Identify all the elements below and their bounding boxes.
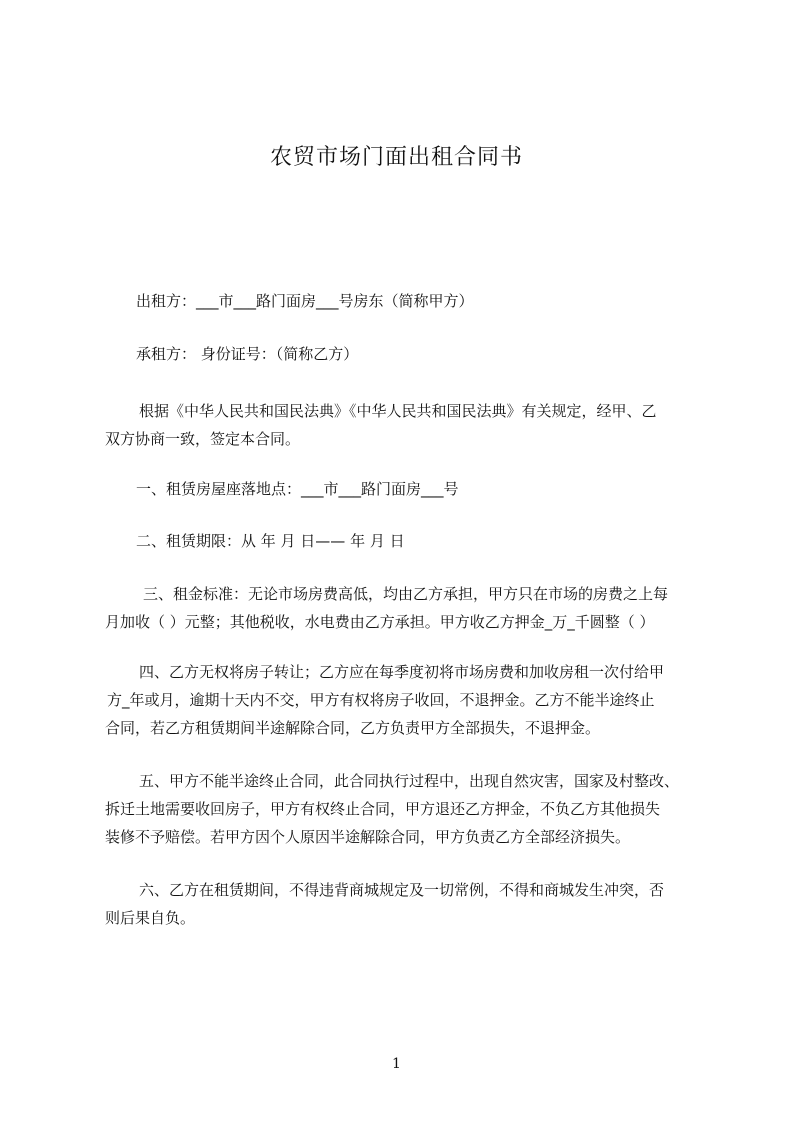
- document-title: 农贸市场门面出租合同书: [269, 145, 523, 170]
- clause-4-line: 方_年或月，逾期十天内不交，甲方有权将房子收回，不退押金。乙方不能半途终止: [107, 691, 655, 709]
- clause-6: [105, 876, 705, 932]
- clause-5-line: 拆迁土地需要收回房子，甲方有权终止合同，甲方退还乙方押金，不负乙方其他损失: [105, 800, 661, 818]
- lessor-line: [136, 287, 736, 315]
- clause-2: [136, 527, 736, 555]
- clause-4: [105, 658, 705, 742]
- clause-2-text: 二、租赁期限：从 年 月 日—— 年 月 日: [136, 532, 405, 550]
- clause-4-line: 合同，若乙方租赁期间半途解除合同，乙方负责甲方全部损失，不退押金。: [105, 719, 601, 737]
- preamble-paragraph: [105, 397, 705, 453]
- clause-3: [105, 580, 705, 636]
- clause-1: [136, 475, 736, 503]
- clause-5: [105, 767, 705, 851]
- lessee-text: 承租方： 身份证号：（简称乙方）: [136, 345, 359, 363]
- preamble-line: 双方协商一致，签定本合同。: [105, 430, 301, 448]
- preamble-line: 根据《中华人民共和国民法典》《中华人民共和国民法典》有关规定，经甲、乙: [139, 402, 657, 420]
- clause-3-line: 三、租金标准：无论市场房费高低，均由乙方承担，甲方只在市场的房费之上每: [143, 585, 669, 603]
- page-number: 1: [392, 1056, 401, 1072]
- clause-1-text: 一、租赁房屋座落地点：___市___路门面房___号: [136, 480, 459, 498]
- clause-5-line: 五、甲方不能半途终止合同，此合同执行过程中，出现自然灾害，国家及村整改、: [139, 772, 680, 790]
- clause-3-line: 月加收（ ）元整；其他税收，水电费由乙方承担。甲方收乙方押金_万_千圆整（ ）: [105, 613, 655, 631]
- clause-6-line: 六、乙方在租赁期间，不得违背商城规定及一切常例，不得和商城发生冲突，否: [139, 881, 665, 899]
- clause-5-line: 装修不予赔偿。若甲方因个人原因半途解除合同，甲方负责乙方全部经济损失。: [105, 828, 631, 846]
- lessor-text: 出租方：___市___路门面房___号房东（简称甲方）: [136, 292, 474, 310]
- clause-6-line: 则后果自负。: [105, 909, 196, 927]
- clause-4-line: 四、乙方无权将房子转让；乙方应在每季度初将市场房费和加收房租一次付给甲: [139, 663, 665, 681]
- lessee-line: [136, 340, 736, 368]
